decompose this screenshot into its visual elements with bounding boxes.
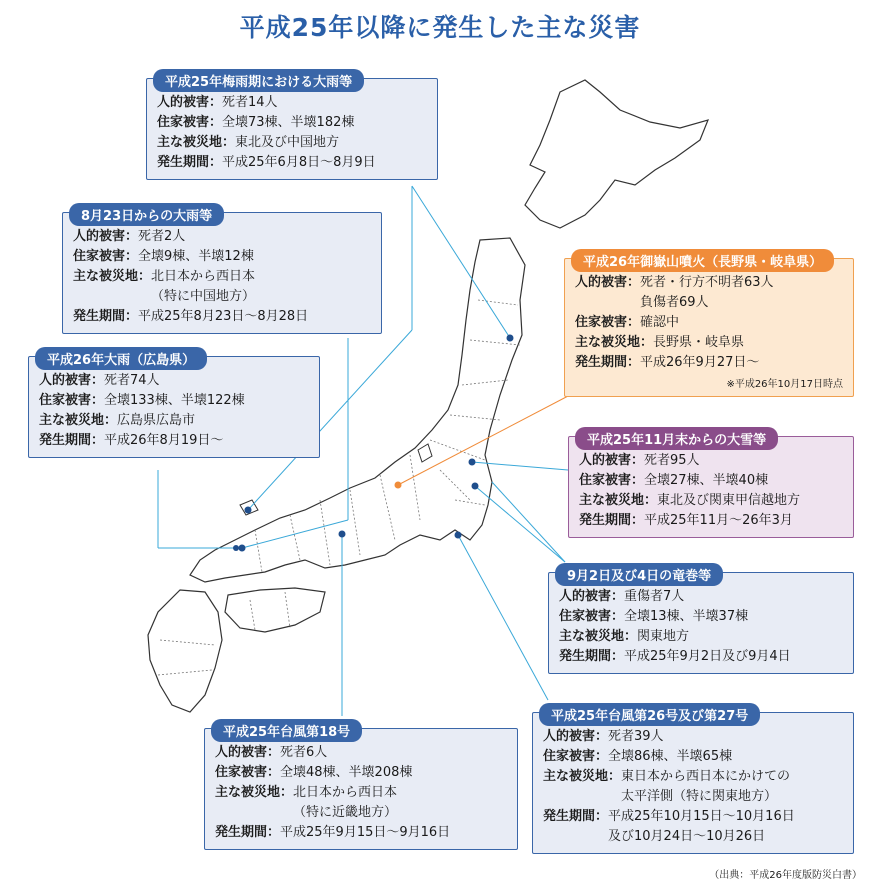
- hokkaido-shape: [525, 80, 708, 228]
- houses-value: 全壊13棟、半壊37棟: [624, 609, 749, 624]
- damage-value: 死者・行方不明者63人 負傷者69人: [640, 275, 774, 310]
- houses-label: 住家被害：: [575, 315, 641, 330]
- period-label: 発生期間：: [575, 355, 641, 370]
- damage-value: 死者6人: [280, 745, 328, 760]
- houses-value: 全壊48棟、半壊208棟: [280, 765, 413, 780]
- area-label: 主な被災地：: [215, 785, 294, 800]
- card-title: 平成25年台風第18号: [211, 719, 362, 742]
- period-value: 平成25年9月15日～9月16日: [280, 825, 451, 840]
- disaster-card-hiroshima: [28, 353, 320, 458]
- disaster-card-snow: [568, 433, 854, 538]
- damage-label: 人的被害：: [579, 453, 645, 468]
- period-label: 発生期間：: [157, 155, 223, 170]
- area-label: 主な被災地：: [157, 135, 236, 150]
- disaster-card-aug23: [62, 209, 382, 334]
- damage-label: 人的被害：: [543, 729, 609, 744]
- card-title: 平成25年11月末からの大雪等: [575, 427, 778, 450]
- page-title: 平成25年以降に発生した主な災害: [239, 13, 641, 42]
- area-label: 主な被災地：: [543, 769, 622, 784]
- houses-label: 住家被害：: [579, 473, 645, 488]
- period-value: 平成25年10月15日～10月16日 及び10月24日～10月26日: [608, 809, 795, 844]
- damage-value: 死者39人: [608, 729, 664, 744]
- area-label: 主な被災地：: [559, 629, 638, 644]
- houses-label: 住家被害：: [73, 249, 139, 264]
- period-label: 発生期間：: [579, 513, 645, 528]
- period-value: 平成26年8月19日～: [104, 433, 224, 448]
- card-title: 8月23日からの大雨等: [69, 203, 224, 226]
- area-value: 長野県・岐阜県: [653, 335, 745, 350]
- period-label: 発生期間：: [215, 825, 281, 840]
- area-label: 主な被災地：: [73, 269, 152, 284]
- damage-label: 人的被害：: [73, 229, 139, 244]
- houses-label: 住家被害：: [215, 765, 281, 780]
- source-note: （出典：平成26年度版防災白書）: [709, 870, 862, 881]
- area-value: 東北及び関東甲信越地方: [657, 493, 801, 508]
- damage-value: 死者74人: [104, 373, 160, 388]
- disaster-card-ontake: [564, 255, 854, 397]
- damage-label: 人的被害：: [39, 373, 105, 388]
- houses-label: 住家被害：: [543, 749, 609, 764]
- houses-value: 全壊133棟、半壊122棟: [104, 393, 245, 408]
- damage-label: 人的被害：: [559, 589, 625, 604]
- area-label: 主な被災地：: [575, 335, 654, 350]
- area-value: 東日本から西日本にかけての 太平洋側（特に関東地方）: [621, 769, 791, 804]
- period-value: 平成26年9月27日～: [640, 355, 760, 370]
- card-title: 9月2日及び4日の竜巻等: [555, 563, 723, 586]
- period-value: 平成25年8月23日～8月28日: [138, 309, 309, 324]
- houses-label: 住家被害：: [39, 393, 105, 408]
- area-label: 主な被災地：: [39, 413, 118, 428]
- damage-value: 死者14人: [222, 95, 278, 110]
- disaster-card-typhoon18: [204, 725, 518, 850]
- damage-value: 死者95人: [644, 453, 700, 468]
- card-title: 平成26年御嶽山噴火（長野県・岐阜県）: [571, 249, 834, 272]
- disaster-card-tornado: [548, 569, 854, 674]
- houses-value: 確認中: [640, 315, 680, 330]
- disaster-card-tsuyu: [146, 75, 438, 180]
- card-title: 平成25年台風第26号及び第27号: [539, 703, 760, 726]
- area-value: 東北及び中国地方: [235, 135, 340, 150]
- houses-value: 全壊86棟、半壊65棟: [608, 749, 733, 764]
- period-label: 発生期間：: [559, 649, 625, 664]
- houses-label: 住家被害：: [559, 609, 625, 624]
- damage-value: 重傷者7人: [624, 589, 685, 604]
- period-label: 発生期間：: [543, 809, 609, 824]
- damage-label: 人的被害：: [157, 95, 223, 110]
- houses-label: 住家被害：: [157, 115, 223, 130]
- disaster-card-typhoon26: [532, 709, 854, 854]
- damage-label: 人的被害：: [215, 745, 281, 760]
- shikoku-shape: [225, 588, 325, 632]
- kyushu-shape: [148, 590, 222, 712]
- houses-value: 全壊73棟、半壊182棟: [222, 115, 355, 130]
- period-label: 発生期間：: [73, 309, 139, 324]
- period-value: 平成25年9月2日及び9月4日: [624, 649, 791, 664]
- houses-value: 全壊27棟、半壊40棟: [644, 473, 769, 488]
- area-value: 北日本から西日本 （特に中国地方）: [151, 269, 256, 304]
- card-title: 平成26年大雨（広島県）: [35, 347, 207, 370]
- period-value: 平成25年11月～26年3月: [644, 513, 793, 528]
- damage-value: 死者2人: [138, 229, 186, 244]
- area-value: 関東地方: [637, 629, 690, 644]
- period-value: 平成25年6月8日～8月9日: [222, 155, 376, 170]
- area-label: 主な被災地：: [579, 493, 658, 508]
- damage-label: 人的被害：: [575, 275, 641, 290]
- houses-value: 全壊9棟、半壊12棟: [138, 249, 254, 264]
- card-title: 平成25年梅雨期における大雨等: [153, 69, 364, 92]
- area-value: 広島県広島市: [117, 413, 196, 428]
- period-label: 発生期間：: [39, 433, 105, 448]
- area-value: 北日本から西日本 （特に近畿地方）: [293, 785, 398, 820]
- as-of-note: ※平成26年10月17日時点: [726, 379, 843, 390]
